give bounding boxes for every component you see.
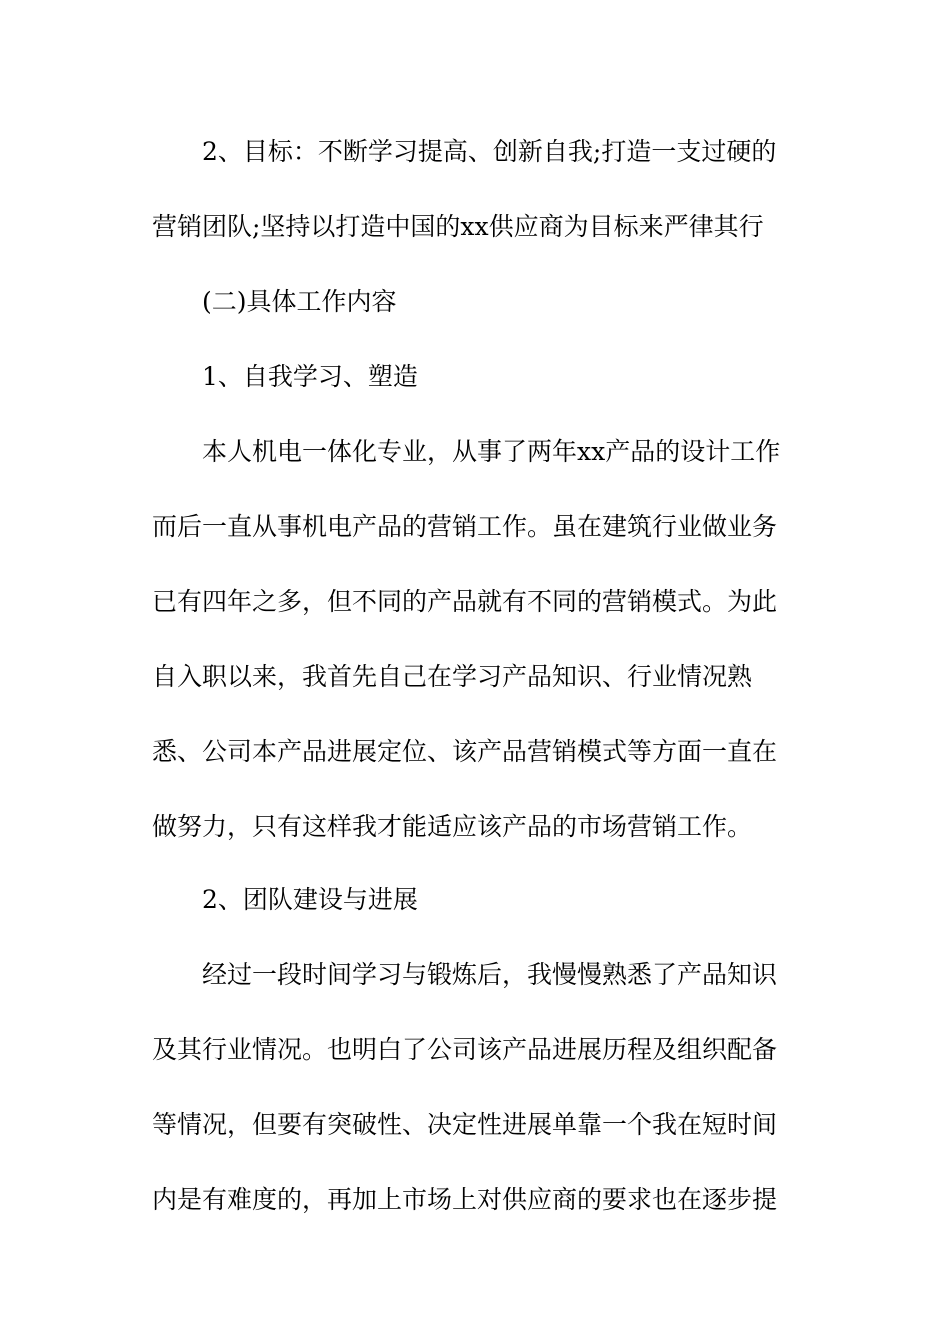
paragraph-1-line-1: 本人机电一体化专业，从事了两年xx产品的设计工作 xyxy=(202,437,781,466)
paragraph-2-line-3: 等情况，但要有突破性、决定性进展单靠一个我在短时间 xyxy=(152,1110,778,1139)
paragraph-1-line-5: 悉、公司本产品进展定位、该产品营销模式等方面一直在 xyxy=(152,737,778,766)
subheading-self-learning: 1、自我学习、塑造 xyxy=(202,362,418,391)
goal-line-1: 2、目标：不断学习提高、创新自我;打造一支过硬的 xyxy=(202,137,777,166)
paragraph-1-line-3: 已有四年之多，但不同的产品就有不同的营销模式。为此 xyxy=(152,587,778,616)
goal-line-2: 营销团队;坚持以打造中国的xx供应商为目标来严律其行 xyxy=(152,212,764,241)
subheading-team-building: 2、团队建设与进展 xyxy=(202,885,418,914)
paragraph-1-line-4: 自入职以来，我首先自己在学习产品知识、行业情况熟 xyxy=(152,662,753,691)
paragraph-1-line-6: 做努力，只有这样我才能适应该产品的市场营销工作。 xyxy=(152,812,753,841)
paragraph-2-line-4: 内是有难度的，再加上市场上对供应商的要求也在逐步提 xyxy=(152,1185,778,1214)
paragraph-1-line-2: 而后一直从事机电产品的营销工作。虽在建筑行业做业务 xyxy=(152,512,778,541)
paragraph-2-line-1: 经过一段时间学习与锻炼后，我慢慢熟悉了产品知识 xyxy=(202,960,778,989)
section-heading-work-content: (二)具体工作内容 xyxy=(202,287,397,316)
paragraph-2-line-2: 及其行业情况。也明白了公司该产品进展历程及组织配备 xyxy=(152,1035,778,1064)
